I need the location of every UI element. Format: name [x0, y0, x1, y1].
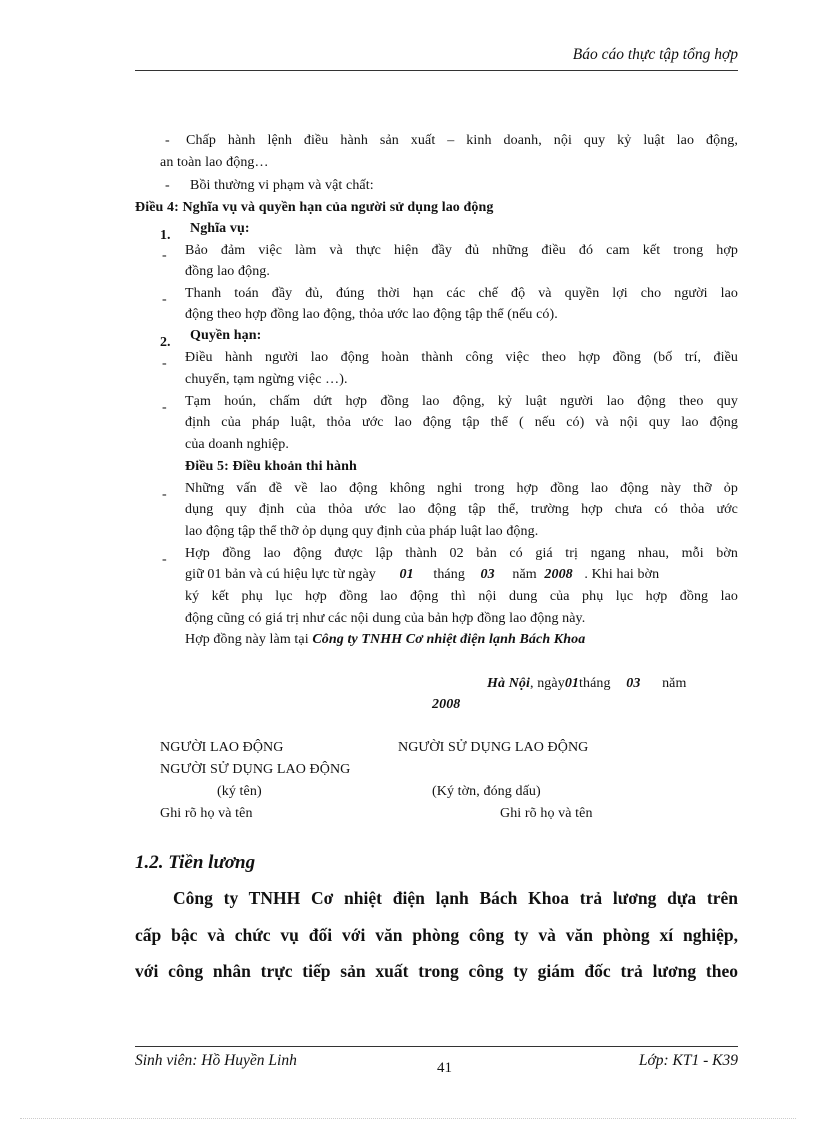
bullet-text: giữ 01 bản và cú hiệu lực từ ngày — [185, 567, 376, 582]
signer-employer-repeat: NGƯỜI SỬ DỤNG LAO ĐỘNG — [160, 762, 351, 777]
bullet-text: dụng quy định của thỏa ước lao động tập thể, trường hợp chưa có thỏa ước — [185, 502, 738, 517]
bullet-text: Điều hành người lao động hoàn thành công việc theo hợp đồng (bố trí, điều — [185, 350, 738, 365]
article-5-title: Điều 5: Điều khoản thi hành — [185, 459, 357, 474]
effective-day: 01 — [399, 567, 414, 582]
footer-student: Sinh viên: Hồ Huyền Linh — [135, 1052, 297, 1069]
contract-place — [185, 632, 585, 648]
effective-month: 03 — [480, 567, 495, 582]
bullet-text: . Khi hai bờn — [584, 567, 660, 582]
date-day-label: , ngày — [530, 676, 565, 691]
bullet-text: lao động tập thể thỡ ỏp dụng quy định của pháp luật lao động. — [185, 524, 539, 539]
city: Hà Nội — [487, 676, 530, 691]
bullet-text: Thanh toán đầy đủ, đúng thời hạn các chế độ và quyền lợi cho người lao — [185, 286, 738, 301]
signer-employer: NGƯỜI SỬ DỤNG LAO ĐỘNG — [398, 740, 589, 755]
bullet-text: đồng lao động. — [185, 264, 271, 279]
signing-date — [487, 676, 686, 692]
bullet-text: Tạm hoún, chấm dứt hợp đồng lao động, kỷ luật người lao động theo quy — [185, 394, 738, 409]
article-4-title: Điều 4: Nghĩa vụ và quyền hạn của người sử dụng lao động — [135, 200, 494, 215]
bullet-dash: - — [162, 248, 167, 263]
bullet-dash: - — [165, 178, 170, 193]
paragraph-line: cấp bậc và chức vụ đối với văn phòng công ty và văn phòng xí nghiệp, — [135, 925, 738, 945]
company-name: Công ty TNHH Cơ nhiệt điện lạnh Bách Khoa — [312, 632, 586, 647]
subsection-label: Quyền hạn: — [190, 328, 262, 343]
bullet-dash: - — [162, 552, 167, 567]
bullet-text: động cũng có giá trị như các nội dung của bản hợp đồng lao động này. — [185, 611, 586, 626]
page-number: 41 — [437, 1060, 452, 1076]
place-prefix: Hợp đồng này làm tại — [185, 632, 309, 647]
paragraph-line: Công ty TNHH Cơ nhiệt điện lạnh Bách Khoa trả lương dựa trên — [173, 888, 738, 908]
name-note-employer: Ghi rõ họ và tên — [500, 806, 593, 821]
bullet-text: của doanh nghiệp. — [185, 437, 289, 452]
date-month-label: tháng — [579, 676, 611, 691]
section-title: 1.2. Tiền lương — [135, 852, 256, 873]
bullet-dash: - — [165, 133, 170, 148]
bullet-text: Bảo đảm việc làm và thực hiện đầy đủ những điều đó cam kết trong hợp — [185, 243, 738, 258]
header-rule — [135, 70, 738, 71]
footer-rule — [135, 1046, 738, 1047]
footer-class: Lớp: KT1 - K39 — [638, 1052, 738, 1069]
year-word: năm — [512, 567, 537, 582]
bullet-text: an toàn lao động… — [160, 155, 269, 170]
month-word: tháng — [433, 567, 465, 582]
bullet-dash: - — [162, 292, 167, 307]
effective-year: 2008 — [544, 567, 573, 582]
sign-note-worker: (ký tên) — [217, 784, 262, 799]
bullet-text: động theo hợp đồng lao động, thỏa ước lao động tập thể (nếu có). — [185, 307, 558, 322]
signer-worker: NGƯỜI LAO ĐỘNG — [160, 740, 284, 755]
date-year: 2008 — [432, 697, 461, 712]
bullet-text: Bồi thường vi phạm và vật chất: — [190, 178, 374, 193]
name-note-worker: Ghi rõ họ và tên — [160, 806, 253, 821]
bullet-text: Chấp hành lệnh điều hành sản xuất – kinh doanh, nội quy kỷ luật lao động, — [186, 133, 738, 148]
bullet-text: Hợp đồng lao động được lập thành 02 bản có giá trị ngang nhau, mỗi bờn — [185, 546, 738, 561]
paragraph-line: với công nhân trực tiếp sản xuất trong công ty giám đốc trả lương theo — [135, 961, 738, 981]
bullet-text: chuyển, tạm ngừng việc …). — [185, 372, 348, 387]
list-number: 2. — [160, 335, 171, 350]
sign-note-employer: (Ký tờn, đóng dấu) — [432, 784, 541, 799]
list-number: 1. — [160, 228, 171, 243]
date-year-label: năm — [662, 676, 687, 691]
subsection-label: Nghĩa vụ: — [190, 221, 250, 236]
date-day: 01 — [564, 676, 580, 691]
bullet-dash: - — [162, 487, 167, 502]
header-title: Báo cáo thực tập tổng hợp — [572, 46, 738, 63]
effective-date-line — [185, 567, 659, 583]
bullet-dash: - — [162, 356, 167, 371]
bullet-dash: - — [162, 400, 167, 415]
bullet-text: ký kết phụ lục hợp đồng lao động thì nội dung của phụ lục hợp đồng lao — [185, 589, 738, 604]
page-edge — [20, 1118, 796, 1119]
bullet-text: định của pháp luật, thỏa ước lao động tập thể ( nếu có) và nội quy lao động — [185, 415, 738, 430]
date-month: 03 — [626, 676, 641, 691]
bullet-text: Những vấn đề về lao động không nghi trong hợp đồng lao động này thỡ ỏp — [185, 481, 738, 496]
